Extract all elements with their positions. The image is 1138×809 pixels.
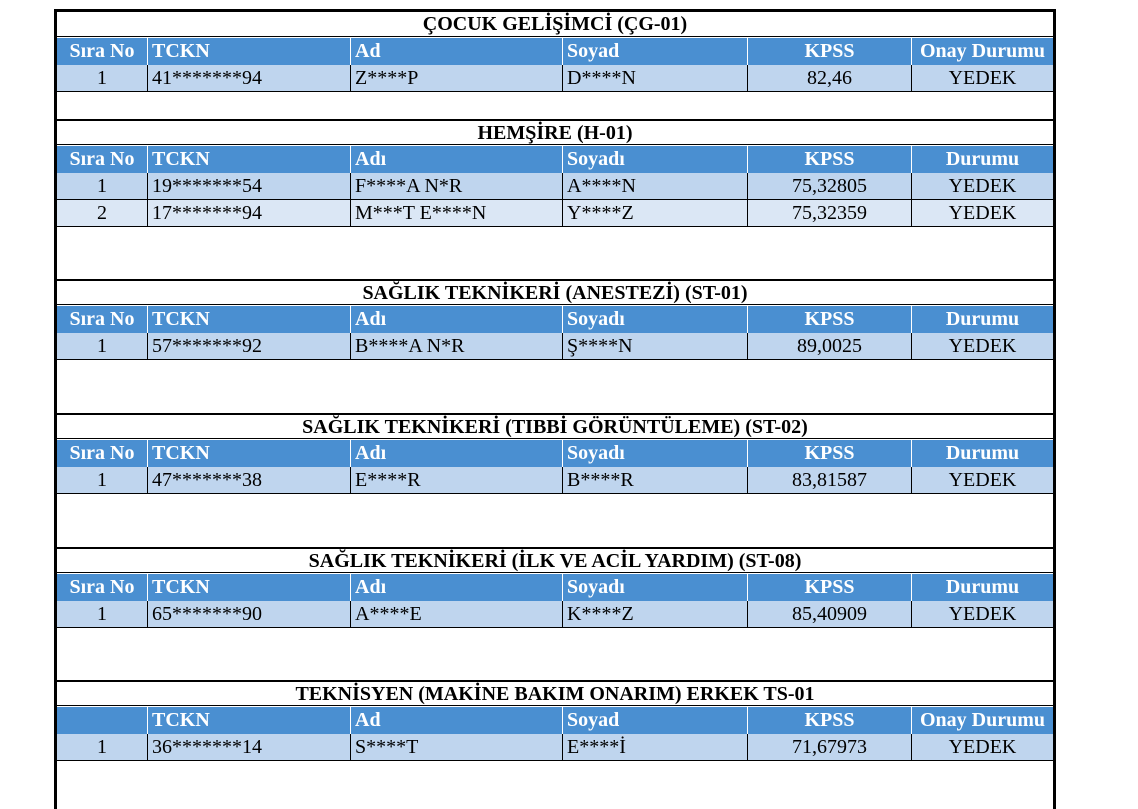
section-title: ÇOCUK GELİŞİMCİ (ÇG-01) [57,12,1053,37]
cell-sira-no[interactable]: 2 [57,200,148,226]
cell-sira-no[interactable]: 1 [57,65,148,91]
cell-sira-no[interactable]: 1 [57,734,148,760]
cell-soyad[interactable]: E****İ [563,734,748,760]
table-header [57,306,1053,333]
cell-sira-no[interactable]: 1 [57,601,148,627]
header-tckn: TCKN [148,38,351,65]
header-ad: Adı [351,306,563,333]
header-soyad: Soyad [563,707,748,734]
cell-soyad[interactable]: A****N [563,173,748,199]
table-header [57,146,1053,173]
cell-ad[interactable]: Z****P [351,65,563,91]
spreadsheet [54,9,1056,809]
header-sira-no: Sıra No [57,146,148,173]
table-row[interactable] [57,173,1053,200]
header-tckn: TCKN [148,146,351,173]
header-durum: Durumu [912,574,1053,601]
cell-kpss[interactable]: 85,40909 [748,601,912,627]
cell-kpss[interactable]: 89,0025 [748,333,912,359]
header-kpss: KPSS [748,38,912,65]
cell-sira-no[interactable]: 1 [57,333,148,359]
cell-ad[interactable]: M***T E****N [351,200,563,226]
cell-soyad[interactable]: K****Z [563,601,748,627]
cell-sira-no[interactable]: 1 [57,467,148,493]
header-durum: Onay Durumu [912,707,1053,734]
cell-ad[interactable]: E****R [351,467,563,493]
cell-tckn[interactable]: 41*******94 [148,65,351,91]
cell-kpss[interactable]: 75,32359 [748,200,912,226]
header-kpss: KPSS [748,146,912,173]
cell-tckn[interactable]: 57*******92 [148,333,351,359]
header-durum: Onay Durumu [912,38,1053,65]
cell-kpss[interactable]: 82,46 [748,65,912,91]
cell-tckn[interactable]: 47*******38 [148,467,351,493]
cell-sira-no[interactable]: 1 [57,173,148,199]
header-tckn: TCKN [148,707,351,734]
blank-row [57,360,1053,414]
section-title: SAĞLIK TEKNİKERİ (İLK VE ACİL YARDIM) (ST-08) [57,548,1053,573]
header-tckn: TCKN [148,574,351,601]
header-soyad: Soyad [563,38,748,65]
cell-soyad[interactable]: Y****Z [563,200,748,226]
section-title: TEKNİSYEN (MAKİNE BAKIM ONARIM) ERKEK TS-01 [57,681,1053,706]
header-ad: Adı [351,440,563,467]
cell-soyad[interactable]: Ş****N [563,333,748,359]
cell-kpss[interactable]: 75,32805 [748,173,912,199]
header-kpss: KPSS [748,306,912,333]
cell-kpss[interactable]: 71,67973 [748,734,912,760]
header-kpss: KPSS [748,440,912,467]
table-row[interactable] [57,601,1053,628]
table-row[interactable] [57,333,1053,360]
header-tckn: TCKN [148,306,351,333]
header-ad: Adı [351,574,563,601]
header-tckn: TCKN [148,440,351,467]
table-header [57,574,1053,601]
cell-soyad[interactable]: D****N [563,65,748,91]
table-row[interactable] [57,734,1053,761]
section-title: HEMŞİRE (H-01) [57,120,1053,145]
header-ad: Adı [351,146,563,173]
table-row[interactable] [57,65,1053,92]
cell-durum[interactable]: YEDEK [912,601,1053,627]
table-header [57,707,1053,734]
header-kpss: KPSS [748,574,912,601]
cell-soyad[interactable]: B****R [563,467,748,493]
cell-kpss[interactable]: 83,81587 [748,467,912,493]
blank-row [57,761,1053,791]
table-header [57,38,1053,65]
section-title: SAĞLIK TEKNİKERİ (TIBBİ GÖRÜNTÜLEME) (ST-02) [57,414,1053,439]
cell-durum[interactable]: YEDEK [912,467,1053,493]
header-sira-no: Sıra No [57,440,148,467]
table-row[interactable] [57,200,1053,227]
blank-row [57,227,1053,280]
cell-tckn[interactable]: 19*******54 [148,173,351,199]
header-durum: Durumu [912,440,1053,467]
blank-row [57,92,1053,120]
cell-durum[interactable]: YEDEK [912,200,1053,226]
header-soyad: Soyadı [563,146,748,173]
cell-tckn[interactable]: 65*******90 [148,601,351,627]
header-ad: Ad [351,707,563,734]
section-title: SAĞLIK TEKNİKERİ (ANESTEZİ) (ST-01) [57,280,1053,305]
header-durum: Durumu [912,146,1053,173]
blank-row [57,628,1053,681]
cell-durum[interactable]: YEDEK [912,333,1053,359]
cell-durum[interactable]: YEDEK [912,734,1053,760]
cell-durum[interactable]: YEDEK [912,65,1053,91]
cell-ad[interactable]: B****A N*R [351,333,563,359]
header-soyad: Soyadı [563,574,748,601]
table-header [57,440,1053,467]
header-soyad: Soyadı [563,306,748,333]
header-durum: Durumu [912,306,1053,333]
header-soyad: Soyadı [563,440,748,467]
cell-tckn[interactable]: 36*******14 [148,734,351,760]
header-kpss: KPSS [748,707,912,734]
cell-tckn[interactable]: 17*******94 [148,200,351,226]
header-sira-no: Sıra No [57,38,148,65]
header-sira-no: Sıra No [57,574,148,601]
header-sira-no: Sıra No [57,306,148,333]
cell-ad[interactable]: S****T [351,734,563,760]
header-ad: Ad [351,38,563,65]
blank-row [57,494,1053,548]
table-row[interactable] [57,467,1053,494]
header-sira-no [57,707,148,734]
cell-ad[interactable]: F****A N*R [351,173,563,199]
cell-durum[interactable]: YEDEK [912,173,1053,199]
cell-ad[interactable]: A****E [351,601,563,627]
